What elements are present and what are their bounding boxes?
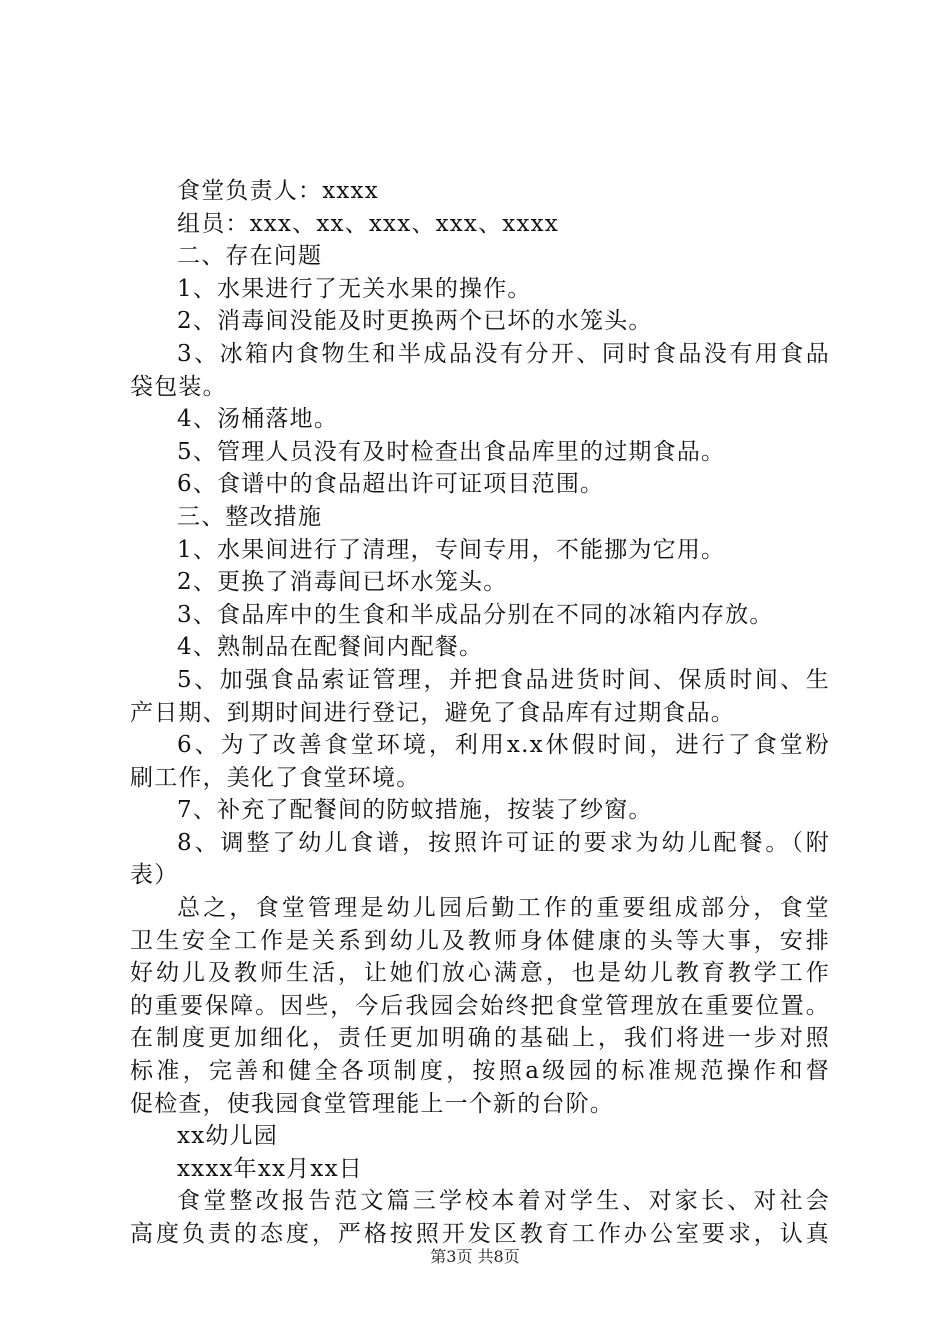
text-line: 2、消毒间没能及时更换两个已坏的水笼头。 <box>177 308 653 335</box>
text-line: 二、存在问题 <box>177 243 323 270</box>
text-line: 好幼儿及教师生活，让她们放心满意，也是幼儿教育教学工作 <box>130 960 830 987</box>
text-line: 6、食谱中的食品超出许可证项目范围。 <box>177 471 605 498</box>
text-line: 4、熟制品在配餐间内配餐。 <box>177 634 484 661</box>
text-line: 高度负责的态度，严格按照开发区教育工作办公室要求，认真 <box>130 1221 830 1247</box>
text-line: 刷工作，美化了食堂环境。 <box>130 764 421 791</box>
text-line: 组员：xxx、xx、xxx、xxx、xxxx <box>177 210 559 237</box>
text-line: 5、加强食品索证管理，并把食品进货时间、保质时间、生 <box>177 666 830 693</box>
text-line: 袋包装。 <box>130 373 227 400</box>
text-line: 4、汤桶落地。 <box>177 406 339 433</box>
text-line: xxxx年xx月xx日 <box>177 1155 363 1182</box>
text-line: 1、水果间进行了清理，专间专用，不能挪为它用。 <box>177 536 726 563</box>
text-line: 卫生安全工作是关系到幼儿及教师身体健康的头等大事，安排 <box>130 927 830 954</box>
text-line: xx幼儿园 <box>177 1123 278 1150</box>
document-body <box>130 175 830 1251</box>
text-line: 5、管理人员没有及时检查出食品库里的过期食品。 <box>177 438 726 465</box>
text-line: 7、补充了配餐间的防蚊措施，按装了纱窗。 <box>177 797 653 824</box>
text-line: 产日期、到期时间进行登记，避免了食品库有过期食品。 <box>130 699 735 726</box>
text-line: 食堂整改报告范文篇三学校本着对学生、对家长、对社会 <box>177 1188 830 1215</box>
text-line: 3、冰箱内食物生和半成品没有分开、同时食品没有用食品 <box>177 340 830 367</box>
text-line: 食堂负责人：xxxx <box>177 178 379 204</box>
text-line: 促检查，使我园食堂管理能上一个新的台阶。 <box>130 1090 614 1117</box>
text-line: 8、调整了幼儿食谱，按照许可证的要求为幼儿配餐。（附 <box>177 829 830 856</box>
text-line: 3、食品库中的生食和半成品分别在不同的冰箱内存放。 <box>177 601 774 628</box>
text-line: 2、更换了消毒间已坏水笼头。 <box>177 569 508 596</box>
text-line: 总之，食堂管理是幼儿园后勤工作的重要组成部分，食堂 <box>177 895 830 922</box>
text-line: 表） <box>130 862 179 889</box>
page-footer: 第3页 共8页 <box>430 1247 520 1266</box>
text-line: 在制度更加细化，责任更加明确的基础上，我们将进一步对照 <box>130 1025 830 1052</box>
text-line: 三、整改措施 <box>177 503 323 530</box>
text-line: 的重要保障。因些，今后我园会始终把食堂管理放在重要位置。 <box>130 992 830 1019</box>
text-line: 标准，完善和健全各项制度，按照a级园的标准规范操作和督 <box>130 1058 830 1085</box>
text-line: 1、水果进行了无关水果的操作。 <box>177 275 532 302</box>
text-line: 6、为了改善食堂环境，利用x.x休假时间，进行了食堂粉 <box>177 732 830 759</box>
